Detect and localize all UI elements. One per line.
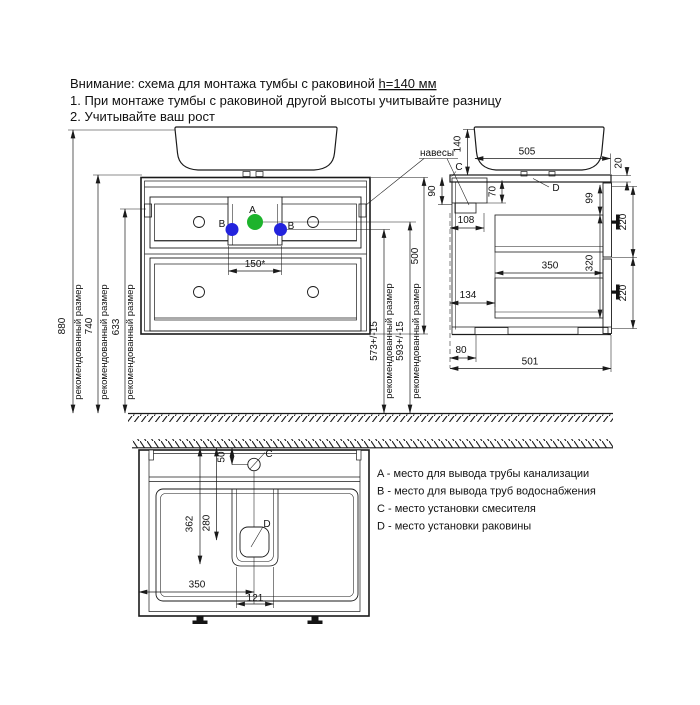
- leg-plan: [197, 616, 204, 621]
- countertop-side: [450, 175, 611, 182]
- wall-hatch: [132, 439, 613, 448]
- knob: [194, 287, 205, 298]
- label-b-right: B: [287, 221, 295, 232]
- header-note-1: 1. При монтаже тумбы с раковиной другой высоты учитывайте разницу: [70, 93, 502, 108]
- label-d-side: D: [552, 183, 560, 194]
- wall-spacer: [149, 450, 154, 460]
- knob: [194, 217, 205, 228]
- dim-740: 740: [84, 317, 95, 335]
- header-title: Внимание: схема для монтажа тумбы с раковиной h=140 мм: [70, 76, 437, 91]
- dim-573: 573+/-15: [369, 321, 380, 361]
- leg-plan: [312, 616, 319, 621]
- svg-text:362: 362: [184, 515, 196, 533]
- recommended-heights: [57, 130, 175, 413]
- svg-text:500: 500: [410, 247, 421, 265]
- sink-front: [175, 127, 337, 170]
- dim-99: [585, 185, 601, 215]
- floor: [128, 414, 613, 423]
- dim-150: [229, 246, 282, 275]
- header-sink-height: h=140 мм: [378, 76, 437, 91]
- side-view: [427, 127, 637, 372]
- sink-side: [474, 127, 604, 170]
- svg-text:320: 320: [584, 254, 596, 272]
- wall-spacer: [357, 450, 362, 460]
- svg-text:501: 501: [521, 356, 539, 368]
- svg-text:90: 90: [427, 185, 438, 197]
- dim-80: [450, 335, 476, 363]
- svg-text:134: 134: [459, 290, 477, 301]
- plan-view: [132, 439, 613, 624]
- dim-70: [487, 181, 506, 204]
- dim-593: 593+/-15: [395, 321, 406, 361]
- svg-text:140: 140: [452, 135, 464, 153]
- dim-320: [585, 215, 601, 318]
- svg-text:505: 505: [518, 146, 536, 158]
- knob: [308, 287, 319, 298]
- floor-hatch: [128, 415, 613, 423]
- svg-text:121: 121: [246, 593, 264, 604]
- svg-text:99: 99: [584, 192, 596, 204]
- dim-220-pair: [612, 187, 637, 329]
- point-b-water-right: [274, 223, 287, 236]
- dim-121: [237, 567, 274, 608]
- wall-bracket-hook: [455, 203, 476, 213]
- leg-plan: [308, 621, 323, 625]
- recommended-label: рекомендованный размер: [73, 284, 84, 400]
- dim-880: 880: [57, 317, 68, 335]
- leg-plan: [193, 621, 208, 625]
- drain-symbol: [240, 527, 269, 557]
- hinges-label: навесы: [420, 148, 455, 159]
- dim-90: [427, 178, 452, 205]
- wall-bracket-right: [359, 204, 366, 217]
- svg-text:220: 220: [618, 284, 629, 302]
- svg-text:350: 350: [541, 260, 559, 272]
- dim-20: [611, 157, 631, 190]
- recommended-label: рекомендованный размер: [411, 283, 422, 399]
- leg-side-back: [475, 328, 508, 335]
- dim-280: [202, 448, 217, 540]
- legend-item-b: B - место для вывода труб водоснабжения: [377, 485, 596, 498]
- header-notes: [70, 76, 502, 124]
- legend: [377, 468, 596, 533]
- svg-text:220: 220: [618, 213, 629, 231]
- dim-501: [450, 335, 611, 372]
- dim-108: [450, 213, 484, 232]
- legend-item-c: C - место установки смесителя: [377, 503, 536, 515]
- label-b-left: B: [218, 219, 226, 230]
- svg-text:70: 70: [487, 185, 499, 198]
- sink-foot: [243, 172, 250, 177]
- drawer-front-1-side: [603, 183, 612, 257]
- svg-text:280: 280: [201, 514, 213, 532]
- handle-icon: [612, 291, 617, 294]
- svg-text:50: 50: [216, 451, 228, 463]
- label-d-plan: D: [263, 519, 271, 530]
- recommended-label: рекомендованный размер: [125, 284, 136, 400]
- svg-text:80: 80: [455, 345, 467, 356]
- svg-text:20: 20: [613, 157, 625, 169]
- handle-icon: [612, 221, 617, 224]
- drawer-front-2-side: [603, 259, 612, 334]
- svg-text:350: 350: [188, 579, 206, 591]
- dim-633: 633: [111, 318, 122, 336]
- recommended-label: рекомендованный размер: [99, 284, 110, 400]
- label-a: A: [249, 205, 256, 216]
- dim-134: [450, 290, 495, 303]
- svg-text:150*: 150*: [244, 259, 266, 270]
- svg-text:108: 108: [457, 215, 475, 226]
- hinges-callout: [366, 148, 469, 205]
- label-c-side: C: [455, 162, 463, 173]
- point-b-water-left: [226, 223, 239, 236]
- legend-item-a: A - место для вывода трубы канализации: [377, 468, 590, 480]
- header-note-2: 2. Учитывайте ваш рост: [70, 109, 215, 124]
- point-a-drain: [247, 214, 263, 230]
- legend-item-d: D - место установки раковины: [377, 520, 532, 533]
- label-c-plan: C: [265, 449, 273, 460]
- recommended-label: рекомендованный размер: [384, 283, 395, 399]
- sink-foot: [256, 172, 263, 177]
- dim-362: [185, 448, 201, 564]
